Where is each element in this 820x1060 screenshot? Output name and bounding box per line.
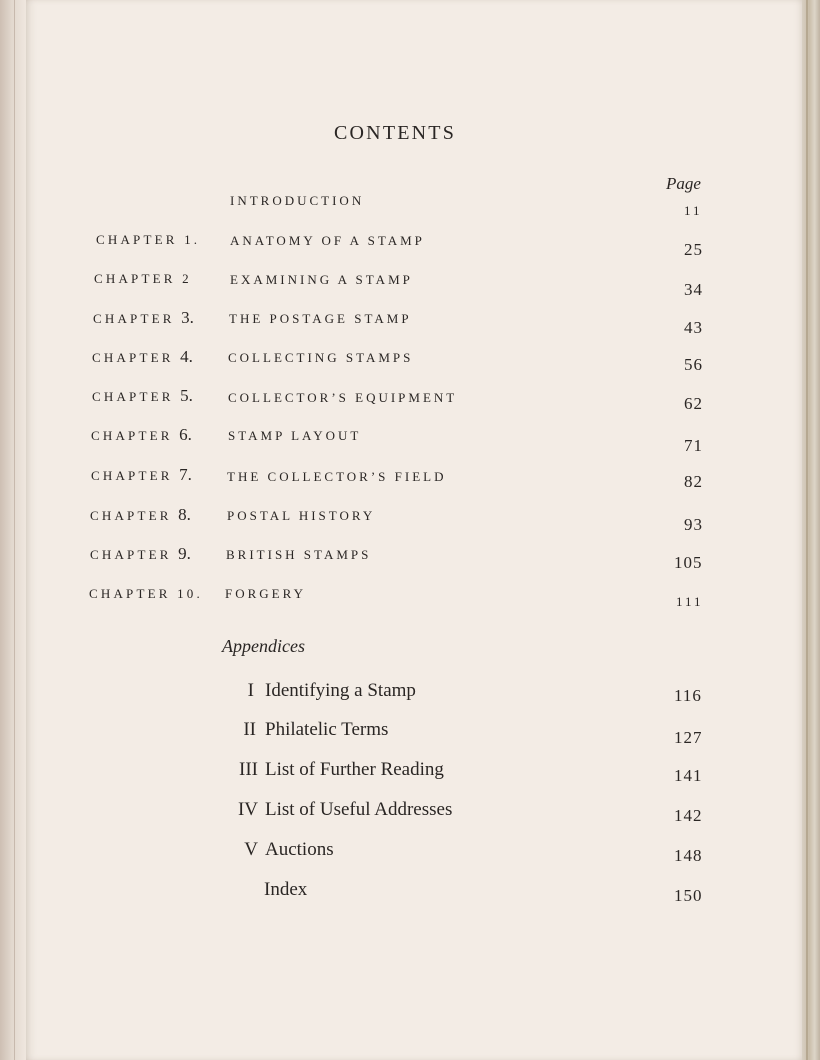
chapter-page: 25 bbox=[684, 240, 703, 259]
appendix-numeral: II bbox=[243, 719, 256, 740]
page-column-label: Page bbox=[666, 174, 701, 193]
chapter-label: CHAPTER 7. bbox=[91, 465, 192, 484]
right-page-edge bbox=[802, 0, 820, 1060]
appendix-title: Identifying a Stamp bbox=[265, 680, 416, 701]
chapter-title: COLLECTOR’S EQUIPMENT bbox=[228, 390, 458, 405]
chapter-number: 7. bbox=[179, 465, 192, 484]
chapter-number: 8. bbox=[178, 505, 191, 524]
appendix-page: 116 bbox=[674, 686, 702, 705]
chapter-number: 9. bbox=[178, 544, 191, 563]
chapter-page: 34 bbox=[684, 280, 703, 299]
appendices-heading: Appendices bbox=[222, 636, 305, 656]
chapter-title: THE POSTAGE STAMP bbox=[229, 311, 412, 326]
chapter-label: CHAPTER 1. bbox=[96, 232, 201, 247]
chapter-page: 62 bbox=[684, 394, 703, 413]
chapter-number: 10. bbox=[177, 586, 203, 601]
chapter-label: CHAPTER 4. bbox=[92, 347, 193, 366]
chapter-title: COLLECTING STAMPS bbox=[228, 350, 414, 365]
chapter-page: 82 bbox=[684, 472, 703, 491]
appendix-numeral: V bbox=[244, 839, 258, 860]
chapter-page: 56 bbox=[684, 355, 703, 374]
chapter-page: 93 bbox=[684, 515, 703, 534]
chapter-page: 105 bbox=[674, 553, 703, 572]
introduction-page: 11 bbox=[684, 203, 703, 218]
chapter-page: 71 bbox=[684, 436, 703, 455]
chapter-title: POSTAL HISTORY bbox=[227, 508, 376, 523]
chapter-label: CHAPTER 8. bbox=[90, 505, 191, 524]
index-page: 150 bbox=[674, 886, 703, 905]
chapter-title: THE COLLECTOR’S FIELD bbox=[227, 469, 447, 484]
appendix-page: 141 bbox=[674, 766, 703, 785]
left-page-edge bbox=[0, 0, 27, 1060]
appendix-numeral: IV bbox=[237, 799, 258, 820]
appendix-title: List of Further Reading bbox=[265, 759, 444, 780]
appendix-title: Auctions bbox=[265, 839, 334, 860]
appendix-title: Philatelic Terms bbox=[265, 719, 389, 740]
chapter-label: CHAPTER 2 bbox=[94, 271, 192, 286]
chapter-number: 6. bbox=[179, 425, 192, 444]
chapter-number: 2 bbox=[182, 271, 192, 286]
appendix-page: 148 bbox=[674, 846, 703, 865]
chapter-number: 4. bbox=[180, 347, 193, 366]
chapter-number: 5. bbox=[180, 386, 193, 405]
introduction-title: INTRODUCTION bbox=[230, 193, 365, 208]
appendix-numeral: I bbox=[247, 680, 254, 701]
appendix-page: 127 bbox=[674, 728, 703, 747]
chapter-label: CHAPTER 9. bbox=[90, 544, 191, 563]
chapter-label: CHAPTER 10. bbox=[89, 586, 203, 601]
appendix-title: List of Useful Addresses bbox=[265, 799, 453, 820]
chapter-title: EXAMINING A STAMP bbox=[230, 272, 413, 287]
chapter-page: 43 bbox=[684, 318, 703, 337]
chapter-label: CHAPTER 3. bbox=[93, 308, 194, 327]
contents-title: CONTENTS bbox=[334, 122, 457, 144]
chapter-number: 1. bbox=[184, 232, 201, 247]
chapter-title: BRITISH STAMPS bbox=[226, 547, 372, 562]
index-title: Index bbox=[264, 879, 308, 900]
appendix-page: 142 bbox=[674, 806, 703, 825]
chapter-label: CHAPTER 5. bbox=[92, 386, 193, 405]
chapter-title: FORGERY bbox=[225, 586, 306, 601]
chapter-page: 111 bbox=[676, 594, 704, 609]
chapter-label: CHAPTER 6. bbox=[91, 425, 192, 444]
chapter-title: ANATOMY OF A STAMP bbox=[230, 233, 425, 248]
appendix-numeral: III bbox=[239, 759, 258, 780]
chapter-title: STAMP LAYOUT bbox=[228, 428, 362, 443]
chapter-number: 3. bbox=[181, 308, 194, 327]
